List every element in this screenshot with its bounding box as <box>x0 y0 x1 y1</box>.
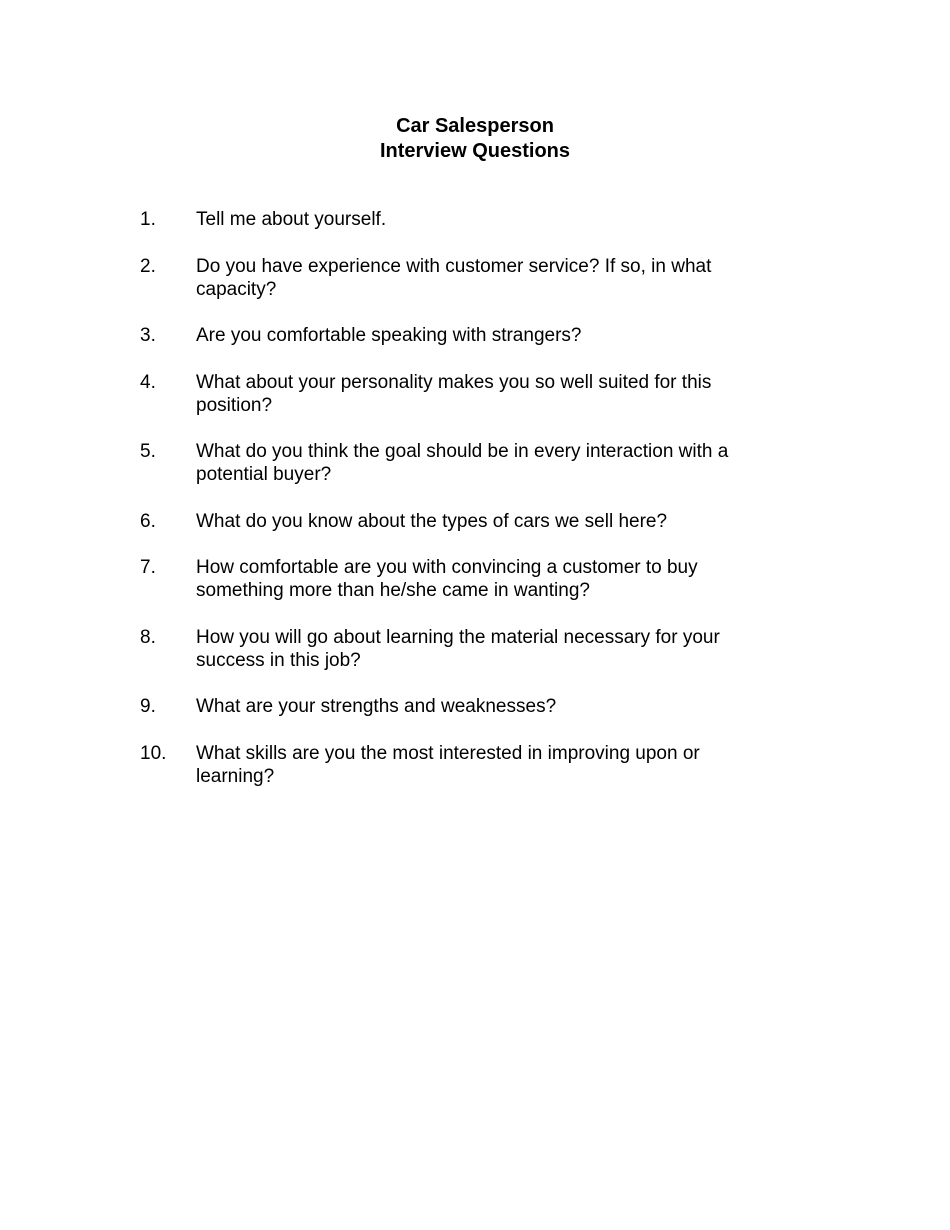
title-line-2: Interview Questions <box>379 140 571 162</box>
question-list <box>140 208 780 811</box>
question-number: 5. <box>140 441 156 462</box>
question-item <box>140 695 780 718</box>
question-item <box>140 371 780 417</box>
question-item <box>140 556 780 602</box>
question-text: What do you think the goal should be in every interaction with a potential buyer? <box>196 441 729 485</box>
question-number: 9. <box>140 696 156 717</box>
question-text: What about your personality makes you so well suited for this position? <box>196 371 712 416</box>
question-text: What skills are you the most interested in improving upon or learning? <box>196 742 700 787</box>
question-text: Do you have experience with customer service? If so, in what capacity? <box>196 255 712 300</box>
question-text: How comfortable are you with convincing a customer to buy something more than he/she came in wanting? <box>196 557 698 601</box>
document-title <box>0 114 950 164</box>
question-item <box>140 208 780 231</box>
question-text: Are you comfortable speaking with strangers? <box>196 325 582 346</box>
question-item <box>140 255 780 301</box>
question-number: 6. <box>140 510 156 532</box>
question-number: 1. <box>140 209 156 230</box>
question-item <box>140 440 780 486</box>
question-item <box>140 324 780 347</box>
title-line-1: Car Salesperson <box>396 115 554 137</box>
question-text: What are your strengths and weaknesses? <box>196 696 557 717</box>
question-number: 10. <box>140 742 167 764</box>
question-item <box>140 742 780 788</box>
question-number: 3. <box>140 325 156 346</box>
question-number: 2. <box>140 255 156 277</box>
question-text: How you will go about learning the material necessary for your success in this job? <box>196 626 720 671</box>
question-number: 7. <box>140 557 156 578</box>
question-item <box>140 626 780 672</box>
question-number: 4. <box>140 371 156 393</box>
question-item <box>140 510 780 533</box>
question-number: 8. <box>140 626 156 648</box>
question-text: Tell me about yourself. <box>196 209 387 230</box>
question-text: What do you know about the types of cars we sell here? <box>196 510 668 532</box>
